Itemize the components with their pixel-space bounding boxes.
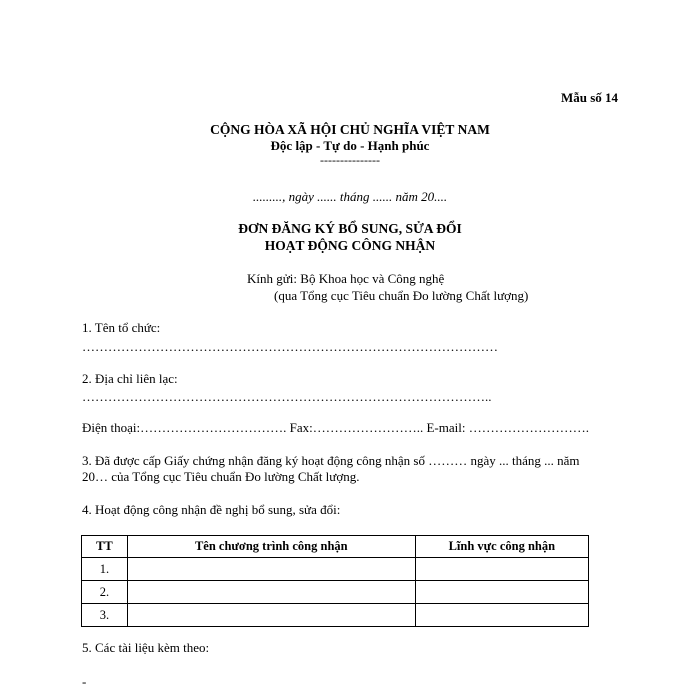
table-cell-field[interactable] (415, 604, 588, 627)
table-header-row (82, 536, 589, 558)
table-cell-field[interactable] (415, 558, 588, 581)
table-cell-program[interactable] (127, 558, 415, 581)
table-cell-program[interactable] (127, 581, 415, 604)
document-title-line-2: HOẠT ĐỘNG CÔNG NHẬN (264, 238, 436, 253)
table-cell-tt: 1. (82, 558, 128, 581)
contact-address-field[interactable]: ………………………………………………………………………………….. (82, 389, 492, 404)
contact-address-label: 2. Địa chỉ liên lạc: (82, 371, 178, 386)
form-number: Mẫu số 14 (560, 90, 618, 105)
table-cell-program[interactable] (127, 604, 415, 627)
table-header-field: Lĩnh vực công nhận (415, 536, 588, 558)
phone-fax-email-line[interactable]: Điện thoại:……………………………. Fax:…………………….. E-mail: ………………………. (82, 420, 589, 435)
motto-divider: --------------- (320, 153, 380, 167)
motto: Độc lập - Tự do - Hạnh phúc (270, 138, 430, 153)
table-header-program: Tên chương trình công nhận (127, 536, 415, 558)
date-line: ........., ngày ...... tháng ...... năm 20.... (252, 189, 448, 204)
document-title-line-1: ĐƠN ĐĂNG KÝ BỔ SUNG, SỬA ĐỔI (238, 221, 462, 236)
recipient-line-1: Kính gửi: Bộ Khoa học và Công nghệ (247, 271, 445, 286)
table-row (82, 558, 589, 581)
table-cell-tt: 3. (82, 604, 128, 627)
table-row (82, 604, 589, 627)
certificate-info-line-2: 20… của Tổng cục Tiêu chuẩn Đo lường Chất lượng. (82, 469, 360, 484)
activities-table (81, 535, 589, 627)
attachment-list-bullet: - (82, 674, 87, 689)
organization-name-field[interactable]: …………………………………………………………………………………… (82, 339, 498, 354)
attachments-label: 5. Các tài liệu kèm theo: (82, 640, 210, 655)
organization-name-label: 1. Tên tổ chức: (82, 320, 161, 335)
table-cell-field[interactable] (415, 581, 588, 604)
table-row (82, 581, 589, 604)
table-header-tt: TT (82, 536, 128, 558)
nation-title: CỘNG HÒA XÃ HỘI CHỦ NGHĨA VIỆT NAM (210, 122, 490, 137)
recipient-line-2: (qua Tổng cục Tiêu chuẩn Đo lường Chất lượng) (274, 288, 529, 303)
table-cell-tt: 2. (82, 581, 128, 604)
certificate-info-line-1: 3. Đã được cấp Giấy chứng nhận đăng ký hoạt động công nhận số ……… ngày ... tháng ... năm (82, 453, 580, 468)
proposed-activities-label: 4. Hoạt động công nhận đề nghị bổ sung, sửa đổi: (82, 502, 341, 517)
